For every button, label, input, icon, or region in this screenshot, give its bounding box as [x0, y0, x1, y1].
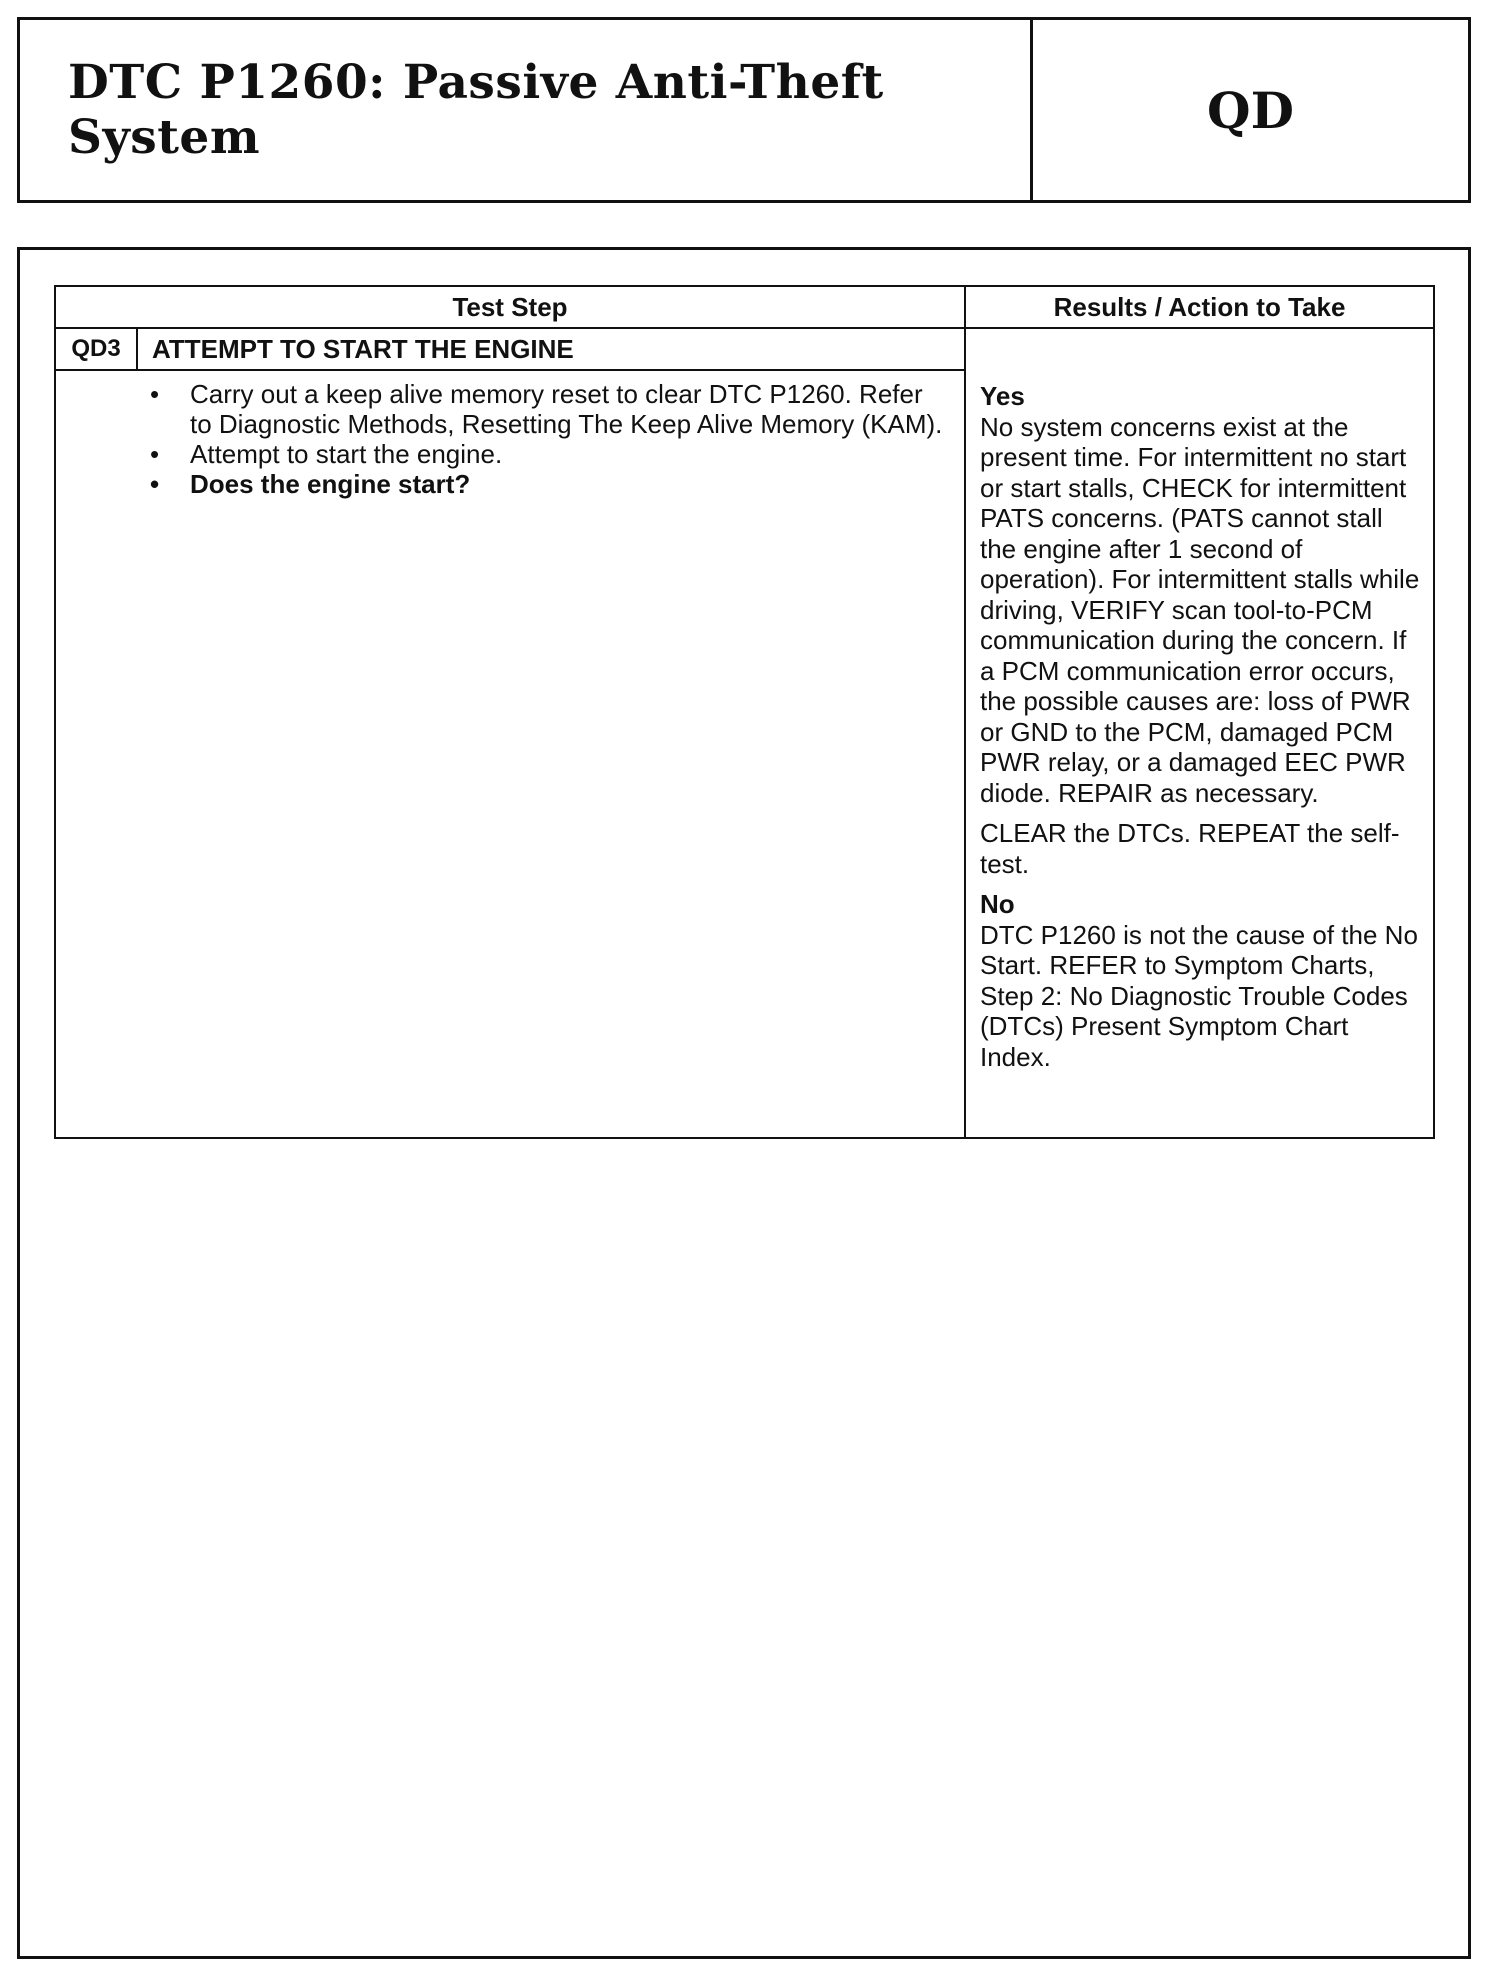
instruction-question: • Does the engine start? — [146, 469, 946, 499]
instruction-list — [146, 379, 946, 499]
step-id: QD3 — [56, 329, 138, 369]
step-title-row — [56, 329, 964, 371]
content-frame — [17, 247, 1471, 1959]
page-title: DTC P1260: Passive Anti-Theft System — [20, 20, 1033, 200]
yes-label: Yes — [980, 381, 1025, 411]
section-code: QD — [1207, 80, 1294, 140]
test-step-table — [54, 285, 1435, 1139]
step-title: ATTEMPT TO START THE ENGINE — [152, 333, 574, 364]
column-header-test-step: Test Step — [452, 291, 568, 322]
results-column — [980, 379, 1425, 1072]
page-header — [17, 17, 1471, 203]
instruction-item: • Attempt to start the engine. — [146, 439, 946, 469]
column-header-results: Results / Action to Take — [1053, 291, 1346, 322]
table-header-row — [56, 287, 1433, 329]
yes-text: No system concerns exist at the present time. For intermittent no start or start stalls, CHECK for intermittent PATS concerns. (PATS cannot stall the engine after 1 second of operation). For intermittent stalls while driving, VERIFY scan tool-to-PCM communication during the concern. If a PCM communication error occurs, the possible causes are: loss of PWR or GND to the PCM, damaged PCM PWR relay, or a damaged EEC PWR diode. REPAIR as necessary. — [980, 411, 1420, 808]
instruction-item: • Carry out a keep alive memory reset to clear DTC P1260. Refer to Diagnostic Methods, Resetting The Keep Alive Memory (KAM). — [146, 379, 946, 439]
column-divider — [964, 287, 966, 1137]
no-text: DTC P1260 is not the cause of the No Start. REFER to Symptom Charts, Step 2: No Diagnostic Trouble Codes (DTCs) Present Symptom Chart Index. — [980, 919, 1418, 1072]
yes-followup: CLEAR the DTCs. REPEAT the self-test. — [980, 818, 1400, 879]
no-label: No — [980, 889, 1015, 919]
